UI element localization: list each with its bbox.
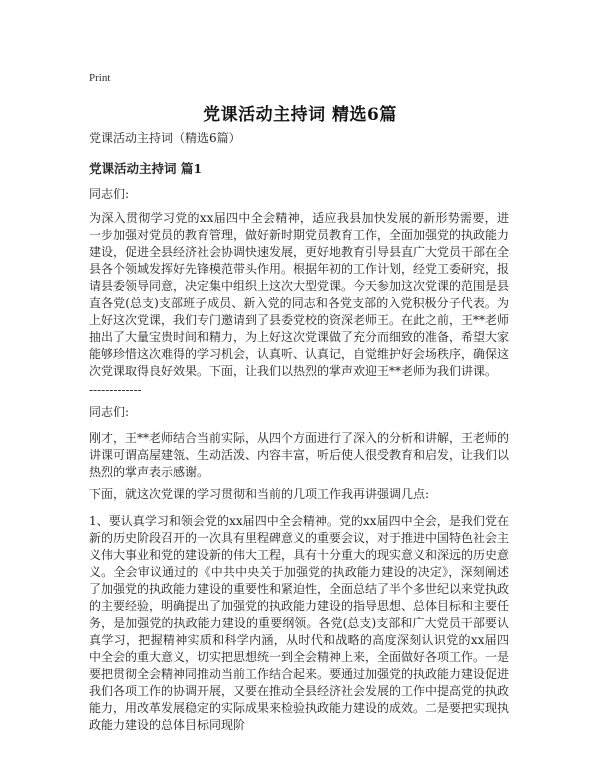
document-subtitle: 党课活动主持词（精选6篇） [89,131,241,145]
paragraph-2: 刚才，王**老师结合当前实际，从四个方面进行了深入的分析和讲解，王老师的讲课可谓高屋建瓴、生动活泼、内容丰富，听后使人很受教育和启发，让我们以热烈的掌声表示感谢。 [89,431,510,479]
greeting-2: 同志们: [89,405,130,419]
print-link[interactable]: Print [89,72,111,84]
separator-line: ------------- [89,383,142,397]
paragraph-3: 下面，就这次党课的学习贯彻和当前的几项工作我再讲强调几点: [89,487,430,501]
paragraph-4: 1、要认真学习和领会党的xx届四中全会精神。党的xx届四中全会，是我们党在新的历史阶段召开的一次具有里程碑意义的重要会议，对于推进中国特色社会主义伟大事业和党的建设新的伟大工程，具有十分重大的现实意义和深远的历史意义。全会审议通过的《中共中央关于加强党的执政能力建设的决定》，深刻阐述了加强党的执政能力建设的重要性和紧迫性，全面总结了半个多世纪以来党执政的主要经验，明确提出了加强党的执政能力建设的指导思想、总体目标和主要任务，是加强党的执政能力建设的重要纲领。各党(总支)支部和广大党员干部要认真学习，把握精神实质和科学内涵，从时代和战略的高度深刻认识党的xx届四中全会的重大意义，切实把思想统一到全会精神上来，全面做好各项工作。一是要把贯彻全会精神同推动当前工作结合起来。要通过加强党的执政能力建设促进我们各项工作的协调开展，又要在推动全县经济社会发展的工作中提高党的执政能力，用改革发展稳定的实际成果来检验执政能力建设的成效。二是要把实现执政能力建设的总体目标同现阶 [89,514,510,732]
paragraph-1: 为深入贯彻学习党的xx届四中全会精神，适应我县加快发展的新形势需要，进一步加强对党员的教育管理，做好新时期党员教育工作，全面加强党的执政能力建设，促进全县经济社会协调快速发展，更好地教育引导县直广大党员干部在全县各个领域发挥好先锋模范带头作用。根据年初的工作计划，经党工委研究，报请县委领导同意，决定集中组织上这次大型党课。今天参加这次党课的范围是县直各党(总支)支部班子成员、新入党的同志和各党支部的入党积极分子代表。为上好这次党课，我们专门邀请到了县委党校的资深老师王。在此之前，王**老师抽出了大量宝贵时间和精力，为上好这次党课做了充分而细致的准备，希望大家能够珍惜这次难得的学习机会，认真听、认真记，自觉维护好会场秩序，确保这次党课取得良好效果。下面，让我们以热烈的掌声欢迎王**老师为我们讲课。 [89,211,510,378]
section-heading: 党课活动主持词 篇1 [89,161,203,176]
document-title: 党课活动主持词 精选6篇 [203,105,397,125]
greeting-1: 同志们: [89,187,130,201]
